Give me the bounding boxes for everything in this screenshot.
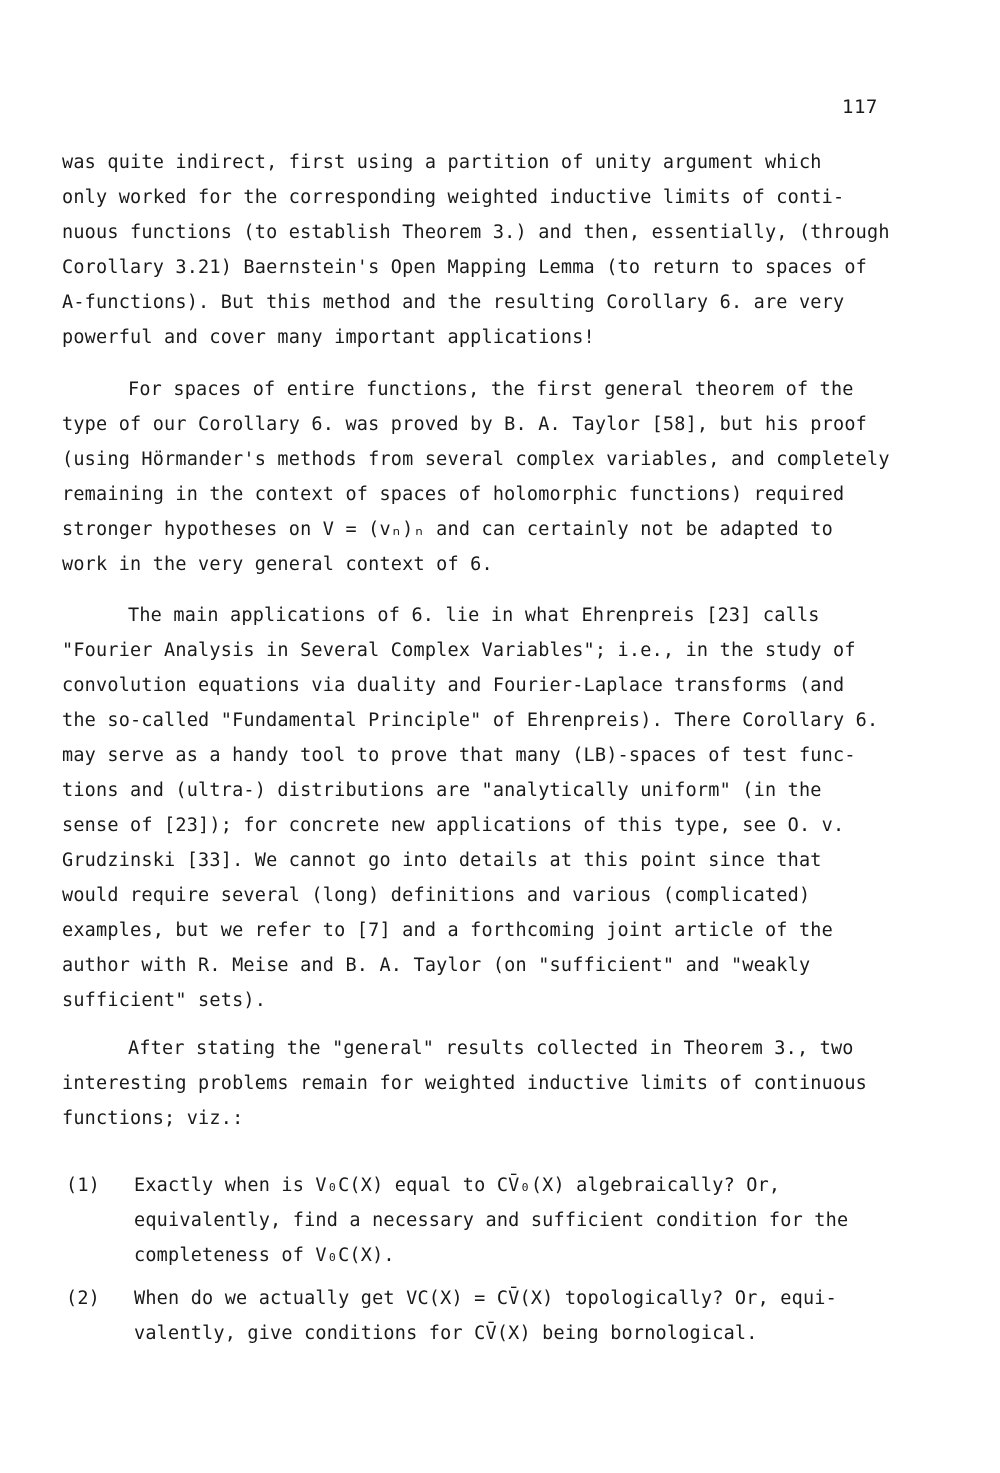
text-line: nuous functions (to establish Theorem 3.) and then, essentially, (through (62, 222, 890, 243)
text-line: examples, but we refer to [7] and a forthcoming joint article of the (62, 920, 833, 941)
paragraph-2 (62, 372, 892, 582)
text-line: sense of [23]); for concrete new applications of this type, see O. v. (62, 815, 845, 836)
list-number: (2) (66, 1288, 101, 1309)
page-number: 117 (842, 96, 878, 118)
text-line: A-functions). But this method and the resulting Corollary 6. are very (62, 292, 845, 313)
text-line: was quite indirect, first using a partition of unity argument which (62, 152, 822, 173)
problem-list (62, 1168, 892, 1359)
text-line: the so-called "Fundamental Principle" of Ehrenpreis). There Corollary 6. (62, 710, 879, 731)
list-item-1 (62, 1168, 892, 1273)
paragraph-4 (62, 1031, 892, 1136)
text-line: remaining in the context of spaces of holomorphic functions) required (62, 484, 845, 505)
text-line: may serve as a handy tool to prove that many (LB)-spaces of test func- (62, 745, 856, 766)
text-line: sufficient" sets). (62, 990, 267, 1011)
text-line: The main applications of 6. lie in what Ehrenpreis [23] calls (128, 605, 820, 626)
text-line: "Fourier Analysis in Several Complex Variables"; i.e., in the study of (62, 640, 856, 661)
text-line: would require several (long) definitions and various (complicated) (62, 885, 811, 906)
text-line: Grudzinski [33]. We cannot go into details at this point since that (62, 850, 822, 871)
paragraph-3 (62, 598, 892, 1018)
text-line: author with R. Meise and B. A. Taylor (on "sufficient" and "weakly (62, 955, 811, 976)
text-line: Exactly when is V₀C(X) equal to CV̄₀(X) algebraically? Or, (134, 1175, 781, 1196)
list-item-2 (62, 1281, 892, 1351)
text-line: After stating the "general" results collected in Theorem 3., two (128, 1038, 854, 1059)
text-line: tions and (ultra-) distributions are "analytically uniform" (in the (62, 780, 822, 801)
paragraph-1 (62, 145, 892, 355)
text-line: When do we actually get VC(X) = CV̄(X) topologically? Or, equi- (134, 1288, 837, 1309)
list-number: (1) (66, 1175, 101, 1196)
text-line: interesting problems remain for weighted inductive limits of continuous (62, 1073, 867, 1094)
text-line: work in the very general context of 6. (62, 554, 493, 575)
text-line: valently, give conditions for CV̄(X) being bornological. (134, 1323, 758, 1344)
text-line: stronger hypotheses on V = (vₙ)ₙ and can certainly not be adapted to (62, 519, 833, 540)
text-line: only worked for the corresponding weighted inductive limits of conti- (62, 187, 845, 208)
text-line: powerful and cover many important applications! (62, 327, 595, 348)
text-line: equivalently, find a necessary and sufficient condition for the (134, 1210, 849, 1231)
text-line: functions; viz.: (62, 1108, 244, 1129)
text-line: (using Hörmander's methods from several complex variables, and completely (62, 449, 890, 470)
text-line: convolution equations via duality and Fourier-Laplace transforms (and (62, 675, 845, 696)
text-line: type of our Corollary 6. was proved by B. A. Taylor [58], but his proof (62, 414, 867, 435)
text-line: For spaces of entire functions, the first general theorem of the (128, 379, 854, 400)
text-line: Corollary 3.21) Baernstein's Open Mapping Lemma (to return to spaces of (62, 257, 867, 278)
text-line: completeness of V₀C(X). (134, 1245, 395, 1266)
